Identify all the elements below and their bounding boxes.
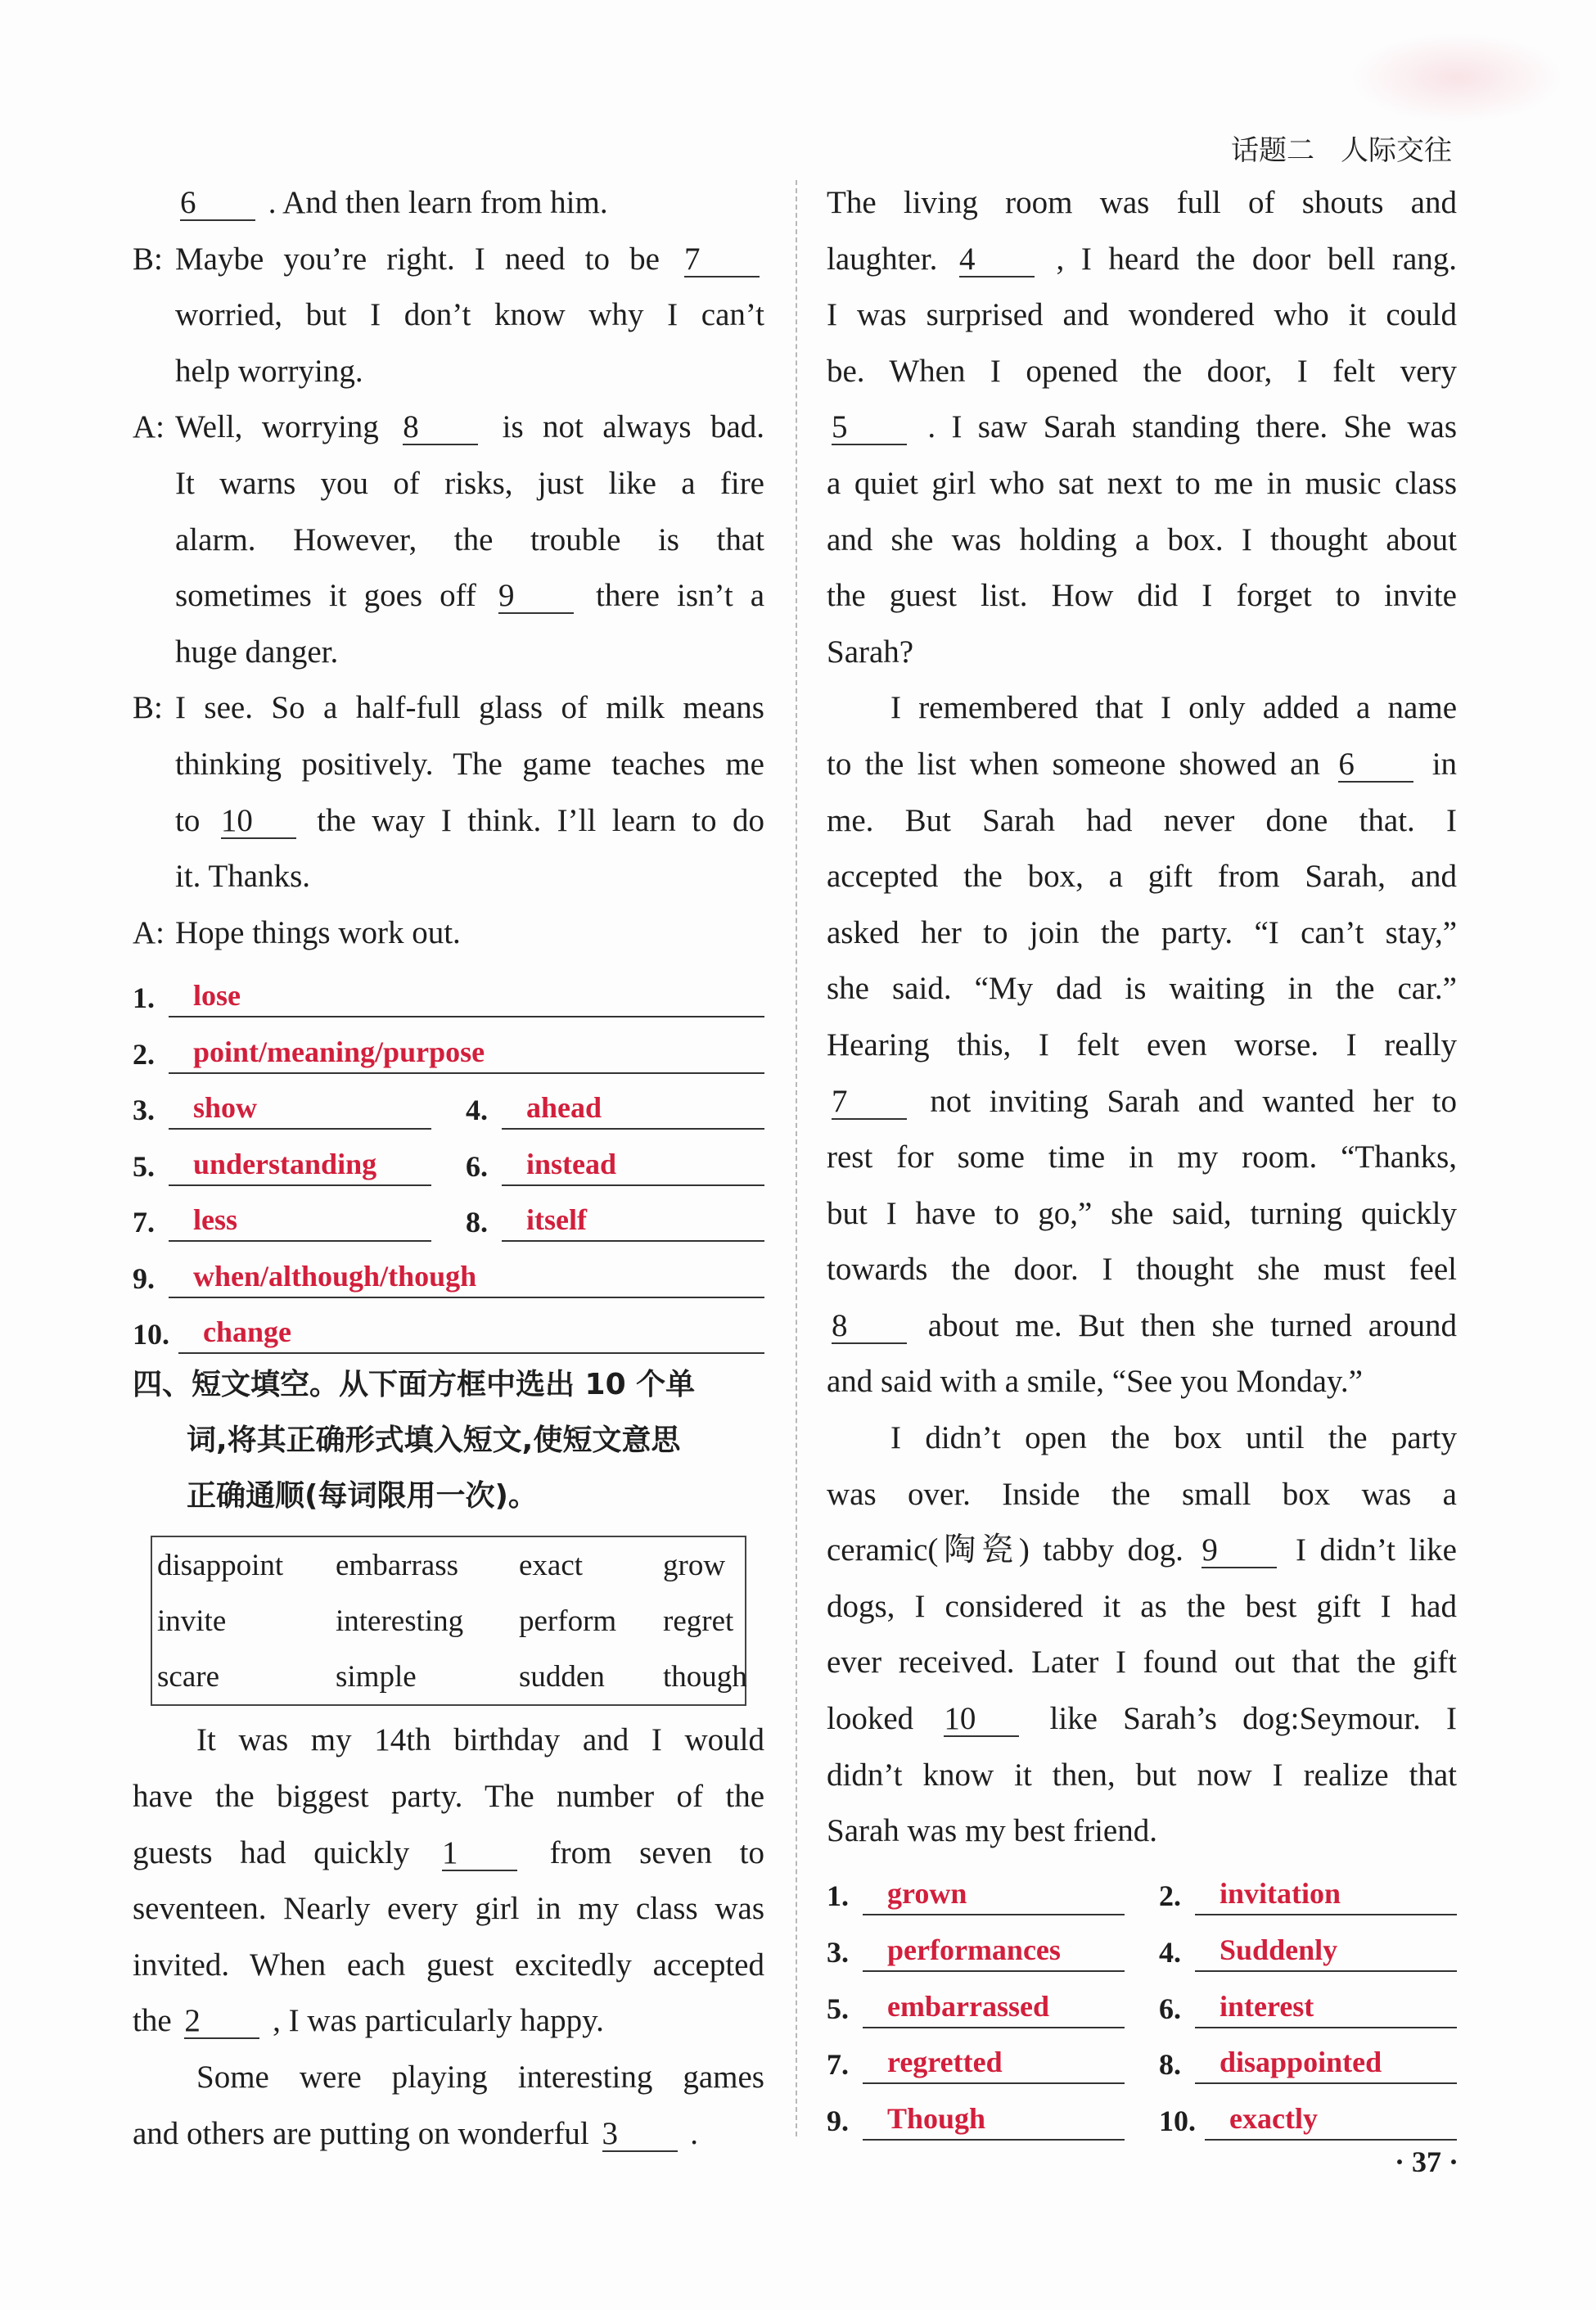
- dialogue-turn: [133, 905, 764, 962]
- text-segment: I was surprised and wondered who it could: [827, 297, 1457, 333]
- text-line: [827, 1748, 1457, 1804]
- section-four-title: [133, 1357, 764, 1524]
- text-line: [827, 232, 1457, 288]
- text-line: [133, 175, 764, 232]
- text-segment: It warns you of risks, just like a fire: [175, 465, 764, 501]
- text-segment: invited. When each guest excitedly accepted: [133, 1947, 764, 1983]
- word-box-row: [152, 1537, 745, 1593]
- answer-item: [466, 1199, 764, 1242]
- text-line: [827, 1354, 1457, 1410]
- answer-number: 6.: [466, 1149, 488, 1183]
- text-segment: from seven to: [549, 1834, 765, 1870]
- text-line: [175, 849, 764, 905]
- text-line: [827, 1186, 1457, 1243]
- answer-row: [133, 961, 764, 1017]
- text-segment: was over. Inside the small box was a: [827, 1476, 1457, 1512]
- word-option: exact: [519, 1548, 584, 1582]
- text-segment: ceramic(陶瓷) tabby dog.: [827, 1532, 1183, 1568]
- answer-line: [178, 1311, 764, 1354]
- text-line: [827, 1130, 1457, 1186]
- answer-line: [863, 1986, 1125, 2028]
- answer-line: [169, 1144, 431, 1186]
- text-segment: the: [133, 2003, 172, 2039]
- text-segment: the guest list. How did I forget to invite: [827, 578, 1457, 614]
- text-segment: Maybe you’re right. I need to be: [175, 241, 660, 277]
- blank-field: 3: [602, 2118, 678, 2152]
- text-line: [175, 456, 764, 512]
- word-option: sudden: [519, 1659, 605, 1694]
- text-line: [133, 1881, 764, 1938]
- text-segment: the way I think. I’ll learn to do: [317, 802, 765, 838]
- word-option: scare: [157, 1659, 219, 1694]
- right-column: [827, 175, 1457, 2141]
- text-segment: accepted the box, a gift from Sarah, and: [827, 859, 1457, 895]
- blank-field: 7: [684, 243, 760, 277]
- text-segment: sometimes it goes off: [175, 578, 476, 614]
- word-box: [151, 1536, 746, 1706]
- text-line: [175, 680, 764, 737]
- answer-line: [169, 1199, 431, 1242]
- text-line: [827, 1017, 1457, 1074]
- word-option: interesting: [336, 1604, 464, 1638]
- text-segment: looked: [827, 1701, 914, 1737]
- answer-line: [1195, 1873, 1457, 1915]
- text-line: [175, 287, 764, 344]
- word-option: embarrass: [336, 1548, 458, 1582]
- answer-number: 7.: [827, 2048, 849, 2082]
- text-line: [827, 680, 1457, 737]
- topic-title: 人际交往: [1341, 134, 1452, 167]
- answer-line: [863, 2042, 1125, 2084]
- answer-line: [169, 975, 764, 1017]
- answer-number: 3.: [133, 1094, 155, 1127]
- text-segment: to: [175, 802, 201, 838]
- text-segment: Some were playing interesting games: [196, 2060, 764, 2096]
- text-segment: I remembered that I only added a name: [890, 690, 1457, 726]
- answer-number: 8.: [466, 1206, 488, 1239]
- text-line: [827, 1298, 1457, 1355]
- text-segment: thinking positively. The game teaches me: [175, 746, 764, 782]
- answer-value: point/meaning/purpose: [193, 1035, 485, 1068]
- answer-value: instead: [526, 1147, 617, 1180]
- blank-field: 2: [184, 2005, 259, 2039]
- blank-field: 4: [959, 243, 1035, 277]
- text-segment: The living room was full of shouts and: [827, 185, 1457, 220]
- answer-item: [466, 1144, 764, 1186]
- text-line: [827, 568, 1457, 625]
- text-line: [827, 793, 1457, 850]
- answer-item: [1159, 1873, 1457, 1915]
- text-segment: guests had quickly: [133, 1834, 410, 1870]
- text-segment: to the list when someone showed an: [827, 746, 1320, 782]
- text-line: [827, 456, 1457, 512]
- text-segment: , I heard the door bell rang.: [1056, 241, 1457, 277]
- answer-number: 5.: [827, 1992, 849, 2025]
- answer-line: [169, 1031, 764, 1074]
- blank-field: 10: [944, 1703, 1019, 1737]
- answer-item: [1159, 2042, 1457, 2084]
- blank-field: 9: [498, 580, 574, 614]
- answer-item: [133, 1031, 764, 1074]
- answer-line: [502, 1144, 764, 1186]
- text-segment: she said. “My dad is waiting in the car.”: [827, 971, 1457, 1007]
- dialogue-answers: [133, 961, 764, 1354]
- answer-line: [863, 1873, 1125, 1915]
- text-line: [175, 344, 764, 400]
- text-line: [827, 1074, 1457, 1130]
- answer-row: [827, 1860, 1457, 1916]
- answer-value: Though: [887, 2101, 986, 2135]
- passage-answers: [827, 1860, 1457, 2141]
- answer-line: [863, 1929, 1125, 1972]
- text-line: [827, 1579, 1457, 1635]
- word-box-row: [152, 1649, 745, 1704]
- answer-item: [133, 1087, 431, 1130]
- text-segment: be. When I opened the door, I felt very: [827, 353, 1457, 389]
- answer-value: lose: [193, 978, 241, 1012]
- text-line: [827, 399, 1457, 456]
- answer-value: regretted: [887, 2046, 1003, 2079]
- word-option: perform: [519, 1604, 617, 1638]
- text-segment: like Sarah’s dog:Seymour. I: [1049, 1701, 1458, 1737]
- left-column: [133, 175, 764, 2162]
- text-segment: , I was particularly happy.: [273, 2003, 604, 2039]
- answer-row: [133, 1242, 764, 1298]
- passage-part-1: [133, 1712, 764, 2162]
- text-line: [175, 905, 764, 962]
- text-line: [827, 1242, 1457, 1298]
- answer-number: 2.: [1159, 1879, 1181, 1913]
- answer-value: less: [193, 1203, 237, 1237]
- answer-number: 8.: [1159, 2048, 1181, 2082]
- answer-value: ahead: [526, 1091, 602, 1125]
- text-line: [175, 793, 764, 850]
- text-segment: I didn’t open the box until the party: [890, 1420, 1457, 1456]
- text-line: [827, 1467, 1457, 1523]
- page-number: · 37 ·: [1394, 2145, 1458, 2178]
- text-line: [133, 1993, 764, 2050]
- answer-item: [466, 1087, 764, 1130]
- answer-line: [1205, 2098, 1457, 2141]
- text-segment: Sarah?: [827, 634, 914, 670]
- text-line: [133, 1712, 764, 1769]
- text-segment: huge danger.: [175, 634, 339, 670]
- text-line: [827, 737, 1457, 793]
- text-segment: about me. But then she turned around: [927, 1307, 1458, 1343]
- text-segment: not inviting Sarah and wanted her to: [930, 1083, 1457, 1119]
- answer-number: 5.: [133, 1149, 155, 1183]
- text-segment: there isn’t a: [596, 578, 765, 614]
- answer-value: when/although/though: [193, 1259, 477, 1293]
- answer-item: [827, 2042, 1125, 2084]
- word-option: regret: [663, 1604, 734, 1638]
- text-line: [827, 1410, 1457, 1467]
- text-segment: it. Thanks.: [175, 859, 311, 895]
- page-stain: [1350, 33, 1563, 123]
- answer-item: [133, 1144, 431, 1186]
- text-segment: Well, worrying: [175, 409, 379, 445]
- text-line: [827, 1635, 1457, 1691]
- text-segment: dogs, I considered it as the best gift I had: [827, 1588, 1457, 1624]
- text-segment: and others are putting on wonderful: [133, 2115, 589, 2151]
- answer-value: embarrassed: [887, 1989, 1049, 2023]
- blank-field: 8: [403, 411, 478, 445]
- text-segment: and said with a smile, “See you Monday.”: [827, 1364, 1363, 1400]
- blank-field: 6: [180, 187, 255, 221]
- text-line: [827, 512, 1457, 569]
- answer-row: [827, 2084, 1457, 2141]
- text-segment: .: [690, 2115, 699, 2151]
- answer-number: 6.: [1159, 1992, 1181, 2025]
- word-option: though: [663, 1659, 747, 1694]
- answer-number: 9.: [827, 2104, 849, 2137]
- answer-number: 2.: [133, 1037, 155, 1071]
- text-segment: a quiet girl who sat next to me in music class: [827, 465, 1457, 501]
- word-option: simple: [336, 1659, 417, 1694]
- answer-number: 10.: [1159, 2104, 1196, 2137]
- page-header: [1231, 128, 1452, 168]
- text-segment: ever received. Later I found out that the gift: [827, 1645, 1457, 1681]
- answer-number: 10.: [133, 1318, 169, 1351]
- dialogue-turn: [133, 232, 764, 400]
- dialogue-turn: [133, 680, 764, 905]
- answer-line: [1195, 1986, 1457, 2028]
- answer-value: disappointed: [1220, 2046, 1382, 2079]
- speaker-label: A:: [133, 409, 165, 445]
- answer-row: [133, 1074, 764, 1130]
- text-segment: rest for some time in my room. “Thanks,: [827, 1139, 1457, 1175]
- answer-item: [133, 1256, 764, 1298]
- text-line: [827, 849, 1457, 905]
- answer-row: [133, 1298, 764, 1355]
- blank-field: 6: [1338, 748, 1413, 783]
- text-line: [133, 1769, 764, 1825]
- text-line: [827, 625, 1457, 681]
- answer-number: 4.: [466, 1094, 488, 1127]
- text-segment: is not always bad.: [502, 409, 765, 445]
- text-segment: Hearing this, I felt even worse. I really: [827, 1026, 1457, 1063]
- text-line: [827, 905, 1457, 962]
- answer-item: [1159, 1929, 1457, 1972]
- answer-line: [169, 1256, 764, 1298]
- answer-value: itself: [526, 1203, 587, 1237]
- answer-row: [133, 1017, 764, 1074]
- answer-number: 1.: [827, 1879, 849, 1913]
- text-line: [175, 568, 764, 625]
- text-segment: and she was holding a box. I thought about: [827, 521, 1457, 557]
- text-segment: It was my 14th birthday and I would: [196, 1722, 764, 1758]
- answer-value: grown: [887, 1877, 967, 1911]
- text-segment: Hope things work out.: [175, 914, 461, 950]
- text-line: [175, 625, 764, 681]
- text-segment: in: [1431, 746, 1458, 782]
- blank-field: 1: [442, 1837, 517, 1871]
- section-title-line: 正确通顺(每词限用一次)。: [187, 1479, 538, 1514]
- text-line: [827, 1803, 1457, 1860]
- speaker-label: B:: [133, 241, 163, 277]
- answer-line: [502, 1199, 764, 1242]
- answer-row: [827, 1972, 1457, 2028]
- text-line: [827, 961, 1457, 1017]
- text-line: [175, 737, 764, 793]
- dialogue: [133, 175, 764, 961]
- text-line: [133, 2106, 764, 2163]
- text-line: [133, 1938, 764, 1994]
- answer-item: [827, 2098, 1125, 2141]
- text-line: [133, 2050, 764, 2106]
- answer-number: 7.: [133, 1206, 155, 1239]
- answer-value: understanding: [193, 1147, 377, 1180]
- answer-value: performances: [887, 1933, 1061, 1966]
- answer-item: [133, 1199, 431, 1242]
- answer-item: [133, 975, 764, 1017]
- answer-value: show: [193, 1091, 258, 1125]
- text-segment: laughter.: [827, 241, 938, 277]
- text-segment: didn’t know it then, but now I realize that: [827, 1757, 1457, 1793]
- text-line: [827, 287, 1457, 344]
- answer-item: [827, 1986, 1125, 2028]
- text-line: [175, 512, 764, 569]
- passage-part-2: [827, 175, 1457, 1860]
- answer-item: [827, 1929, 1125, 1972]
- text-segment: . And then learn from him.: [268, 185, 608, 220]
- text-segment: Sarah was my best friend.: [827, 1813, 1157, 1849]
- answer-value: Suddenly: [1220, 1933, 1338, 1966]
- answer-line: [1195, 1929, 1457, 1972]
- topic-label: 话题二: [1231, 134, 1314, 167]
- text-segment: worried, but I don’t know why I can’t: [175, 297, 764, 333]
- section-title-line: 词,将其正确形式填入短文,使短文意思: [187, 1423, 681, 1458]
- blank-field: 10: [221, 805, 296, 839]
- answer-row: [133, 1186, 764, 1243]
- answer-line: [863, 2098, 1125, 2141]
- answer-item: [827, 1873, 1125, 1915]
- text-line: [827, 175, 1457, 232]
- text-segment: I didn’t like: [1295, 1532, 1457, 1568]
- blank-field: 5: [832, 411, 907, 445]
- word-option: grow: [663, 1548, 726, 1582]
- answer-number: 1.: [133, 981, 155, 1014]
- answer-line: [502, 1087, 764, 1130]
- text-segment: me. But Sarah had never done that. I: [827, 802, 1457, 838]
- blank-field: 8: [832, 1310, 907, 1344]
- text-segment: I see. So a half-full glass of milk means: [175, 690, 764, 726]
- dialogue-turn: [133, 399, 764, 680]
- text-line: [827, 1523, 1457, 1579]
- text-line: [133, 1825, 764, 1882]
- answer-number: 3.: [827, 1936, 849, 1969]
- answer-row: [133, 1130, 764, 1186]
- text-segment: towards the door. I thought she must feel: [827, 1252, 1457, 1288]
- word-option: invite: [157, 1604, 227, 1638]
- answer-value: exactly: [1229, 2101, 1318, 2135]
- text-line: [175, 232, 764, 288]
- answer-row: [827, 1915, 1457, 1972]
- word-option: disappoint: [157, 1548, 284, 1582]
- column-divider: [796, 180, 797, 2136]
- text-segment: alarm. However, the trouble is that: [175, 521, 764, 557]
- answer-value: change: [203, 1315, 291, 1349]
- answer-number: 9.: [133, 1261, 155, 1295]
- speaker-label: A:: [133, 914, 165, 950]
- text-segment: asked her to join the party. “I can’t stay,”: [827, 914, 1457, 950]
- text-line: [175, 399, 764, 456]
- answer-value: interest: [1220, 1989, 1314, 2023]
- speaker-label: B:: [133, 690, 163, 726]
- answer-row: [827, 2028, 1457, 2085]
- text-segment: . I saw Sarah standing there. She was: [927, 409, 1457, 445]
- text-segment: have the biggest party. The number of the: [133, 1779, 764, 1815]
- answer-line: [169, 1087, 431, 1130]
- answer-number: 4.: [1159, 1936, 1181, 1969]
- text-segment: help worrying.: [175, 353, 363, 389]
- answer-value: invitation: [1220, 1877, 1341, 1911]
- blank-field: 7: [832, 1085, 907, 1120]
- section-title-line: 四、短文填空。从下面方框中选出 10 个单: [133, 1368, 696, 1402]
- text-segment: but I have to go,” she said, turning quickly: [827, 1195, 1457, 1231]
- answer-item: [1159, 1986, 1457, 2028]
- text-line: [827, 1691, 1457, 1748]
- word-box-row: [152, 1593, 745, 1649]
- blank-field: 9: [1202, 1534, 1277, 1568]
- answer-item: [133, 1311, 764, 1354]
- text-line: [827, 344, 1457, 400]
- answer-line: [1195, 2042, 1457, 2084]
- answer-item: [1159, 2098, 1457, 2141]
- text-segment: seventeen. Nearly every girl in my class was: [133, 1891, 764, 1927]
